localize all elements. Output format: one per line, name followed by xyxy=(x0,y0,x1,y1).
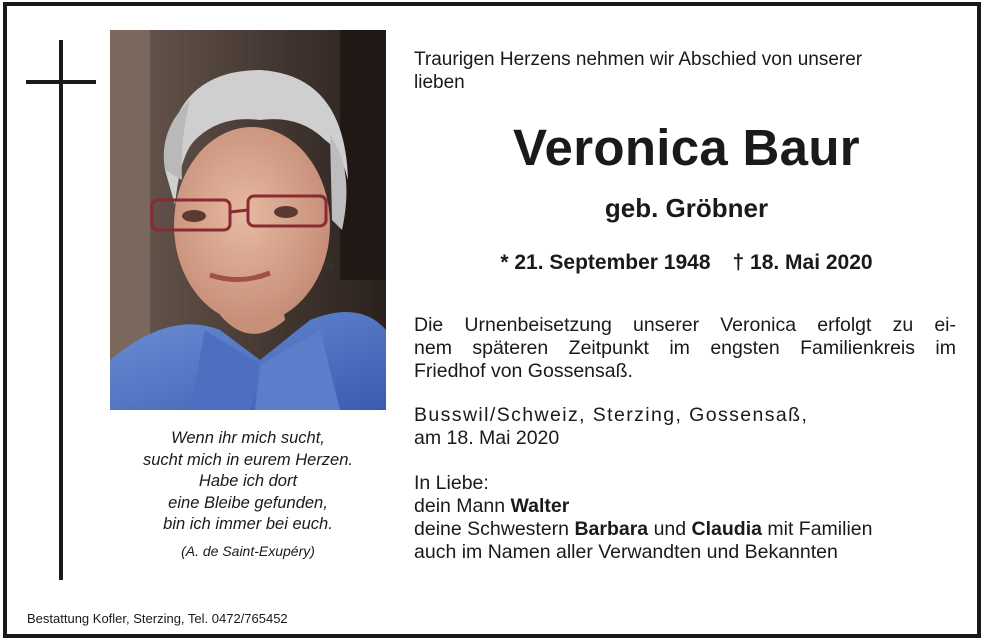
notice-date: am 18. Mai 2020 xyxy=(414,427,560,449)
husband-name: Walter xyxy=(510,495,570,517)
intro-line: Traurigen Herzens nehmen wir Abschied von unserer xyxy=(414,49,863,70)
mourner-husband xyxy=(414,495,959,518)
quote-author: (A. de Saint-Exupéry) xyxy=(181,542,315,559)
sisters-suffix: mit Familien xyxy=(761,518,873,540)
intro-line: lieben xyxy=(414,72,465,93)
mourner-relatives: auch im Namen aller Verwandten und Bekannten xyxy=(414,541,838,563)
birth-date: * 21. September 1948 xyxy=(500,251,711,274)
cross-icon-bar xyxy=(26,80,96,84)
cross-icon xyxy=(59,40,63,580)
quote-line: eine Bleibe gefunden, xyxy=(168,493,328,512)
burial-line: Friedhof von Gossensaß. xyxy=(414,360,633,382)
quote-line: Habe ich dort xyxy=(198,472,298,490)
sisters-prefix: deine Schwestern xyxy=(414,518,575,540)
sister-name: Claudia xyxy=(691,518,762,540)
quote-block xyxy=(110,428,386,562)
life-dates xyxy=(414,251,959,275)
and-word: und xyxy=(648,518,692,540)
birth-name: geb. Gröbner xyxy=(604,193,769,223)
quote-line: sucht mich in eurem Herzen. xyxy=(143,450,353,469)
places: Busswil/Schweiz, Sterzing, Gossensaß, xyxy=(414,404,809,426)
sister-name: Barbara xyxy=(574,518,649,540)
quote-line: bin ich immer bei euch. xyxy=(163,515,333,533)
deceased-name: Veronica Baur xyxy=(513,119,860,176)
mourner-sisters xyxy=(414,518,959,541)
death-date: † 18. Mai 2020 xyxy=(732,251,873,274)
burial-line: nem späteren Zeitpunkt im engsten Familienkreis im xyxy=(414,337,956,359)
burial-notice xyxy=(414,314,956,383)
intro-text xyxy=(414,48,959,94)
burial-line: Die Urnenbeisetzung unserer Veronica erfolgt zu ei- xyxy=(414,314,956,336)
mourners-heading: In Liebe: xyxy=(414,472,489,494)
funeral-home-footer: Bestattung Kofler, Sterzing, Tel. 0472/765452 xyxy=(27,611,288,626)
place-and-date xyxy=(414,404,959,450)
portrait-photo xyxy=(110,30,386,410)
quote-line: Wenn ihr mich sucht, xyxy=(171,429,325,447)
mourners-list xyxy=(414,472,959,564)
husband-prefix: dein Mann xyxy=(414,495,511,517)
